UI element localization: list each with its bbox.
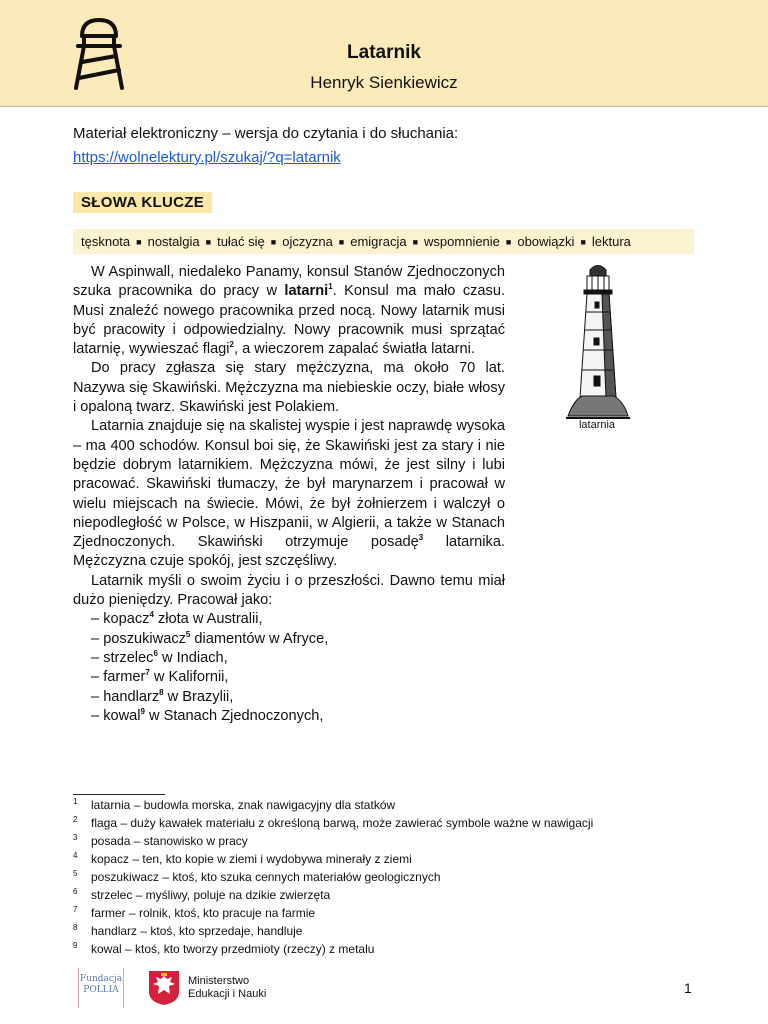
keyword: emigracja [350,234,407,249]
page-number: 1 [684,980,692,996]
keyword: lektura [591,234,631,249]
footnote: 1 latarnia – budowla morska, znak nawigacyjny dla statków [73,797,396,812]
footnote-ref: 7 [145,668,150,678]
intro-text: Materiał elektroniczny – wersja do czytania i do słuchania: [73,125,459,142]
footnote: 3 posada – stanowisko w pracy [73,833,248,848]
footnote-ref: 8 [159,687,164,697]
footnote-ref: 1 [328,282,333,292]
document-title: Latarnik [347,42,421,63]
keyword: nostalgia [147,234,200,249]
keyword: obowiązki [517,234,575,249]
lighthouse-illustration-icon [566,262,630,422]
footnote: 4 kopacz – ten, kto kopie w ziemi i wydobywa minerały z ziemi [73,851,412,866]
keyword: tułać się [217,234,265,249]
keyword: ojczyzna [282,234,333,249]
ministry-name-line2: Edukacji i Nauki [188,988,267,1000]
list-item: – kowal$^9$ w Stanach Zjednoczonych, [91,706,324,724]
paragraph: W Aspinwall, niedaleko Panamy, konsul Stanów Zjednoczonych szuka pracownika do pracy w latarni$^1$. Konsul ma mało czasu. Musi znaleźć nowego pracownika przed nocą. Nowy latarnik musi być pracowity i odpowiedzialny. Nowy pracownik musi sprzątać latarnię, wywieszać flagi$^2$, a wieczorem zapalać światła latarni. [73,264,505,358]
list-item: – farmer$^7$ w Kalifornii, [91,668,229,686]
footnote-ref: 4 [149,610,154,620]
keyword: wspomnienie [424,234,500,249]
footnote-ref: 2 [229,340,234,350]
list-item: – kopacz$^4$ złota w Australii, [91,610,263,628]
footnote: 8 handlarz – ktoś, kto sprzedaje, handluje [73,923,303,938]
document-header [0,0,768,107]
polish-eagle-emblem-icon [148,970,180,1006]
keyword: tęsknota [81,234,131,249]
footnote-ref: 3 [418,533,424,543]
keyword-separator: ■ [205,236,212,247]
footnote: 6 strzelec – myśliwy, poluje na dzikie zwierzęta [73,887,331,902]
keyword-separator: ■ [136,236,142,247]
keyword-separator: ■ [338,236,345,247]
footnotes [73,796,713,958]
footnote: 7 farmer – rolnik, ktoś, kto pracuje na farmie [73,905,316,920]
list-item: – handlarz$^8$ w Brazylii, [91,687,234,705]
footnote-ref: 9 [140,706,145,716]
footnote: 9 kowal – ktoś, kto tworzy przedmioty (rzeczy) z metalu [73,941,375,956]
keyword-separator: ■ [580,236,586,247]
list-item: – poszukiwacz$^5$ diamentów w Afryce, [91,629,329,647]
jobs-list [73,610,505,726]
document-author: Henryk Sienkiewicz [310,73,458,92]
keywords-bar [73,229,694,254]
intro-block [73,122,458,170]
wolnelektury-link[interactable]: https://wolnelektury.pl/szukaj/?q=latarnik [73,149,341,166]
footnote: 2 flaga – duży kawałek materiału z określoną barwą, może zawierać symbole ważne w nawigacji [73,815,594,830]
figure-caption: latarnia [578,419,616,431]
footnote-ref: 6 [153,649,158,659]
ministry-logo [148,970,266,1006]
keyword-separator: ■ [270,236,277,247]
highlighted-term: latarni [284,283,329,300]
keyword-separator: ■ [412,236,419,247]
fundacja-polia-logo: Fundacja POLLIA [78,968,124,1008]
keyword-separator: ■ [505,236,512,247]
paragraph: Do pracy zgłasza się stary mężczyzna, ma około 70 lat. Nazywa się Skawiński. Mężczyzna ma niebieskie oczy, białe włosy i opaloną twarz. Skawiński jest Polakiem. [73,360,505,416]
footnote-divider [73,794,165,795]
keywords-heading: SŁOWA KLUCZE [73,192,212,213]
story-text [73,263,505,726]
paragraph: Latarnik myśli o swoim życiu i o przeszłości. Dawno temu miał dużo pieniędzy. Pracował jako: [73,572,505,609]
paragraph: Latarnia znajduje się na skalistej wyspie i jest naprawdę wysoka – ma 400 schodów. Konsul boi się, że Skawiński jest za stary i nie będzie dobrym latarnikiem. Mężczyzna mówi, że jest silny i lubi pracować. Skawiński tłumaczy, że był marynarzem i pracował w wielu miejscach na świecie. Mówi, że był żołnierzem i walczył o niepodległość w Polsce, w Hiszpanii, w Algierii, a także w Stanach Zjednoczonych. Skawiński otrzymuje posadę$^3$ latarnika. Mężczyzna czuje spokój, jest szczęśliwy. [73,418,505,570]
ministry-name-line1: Ministerstwo [188,975,250,987]
footnote-ref: 5 [185,629,191,639]
list-item: – strzelec$^6$ w Indiach, [91,649,228,666]
footnote: 5 poszukiwacz – ktoś, kto szuka cennych materiałów geologicznych [73,869,441,884]
